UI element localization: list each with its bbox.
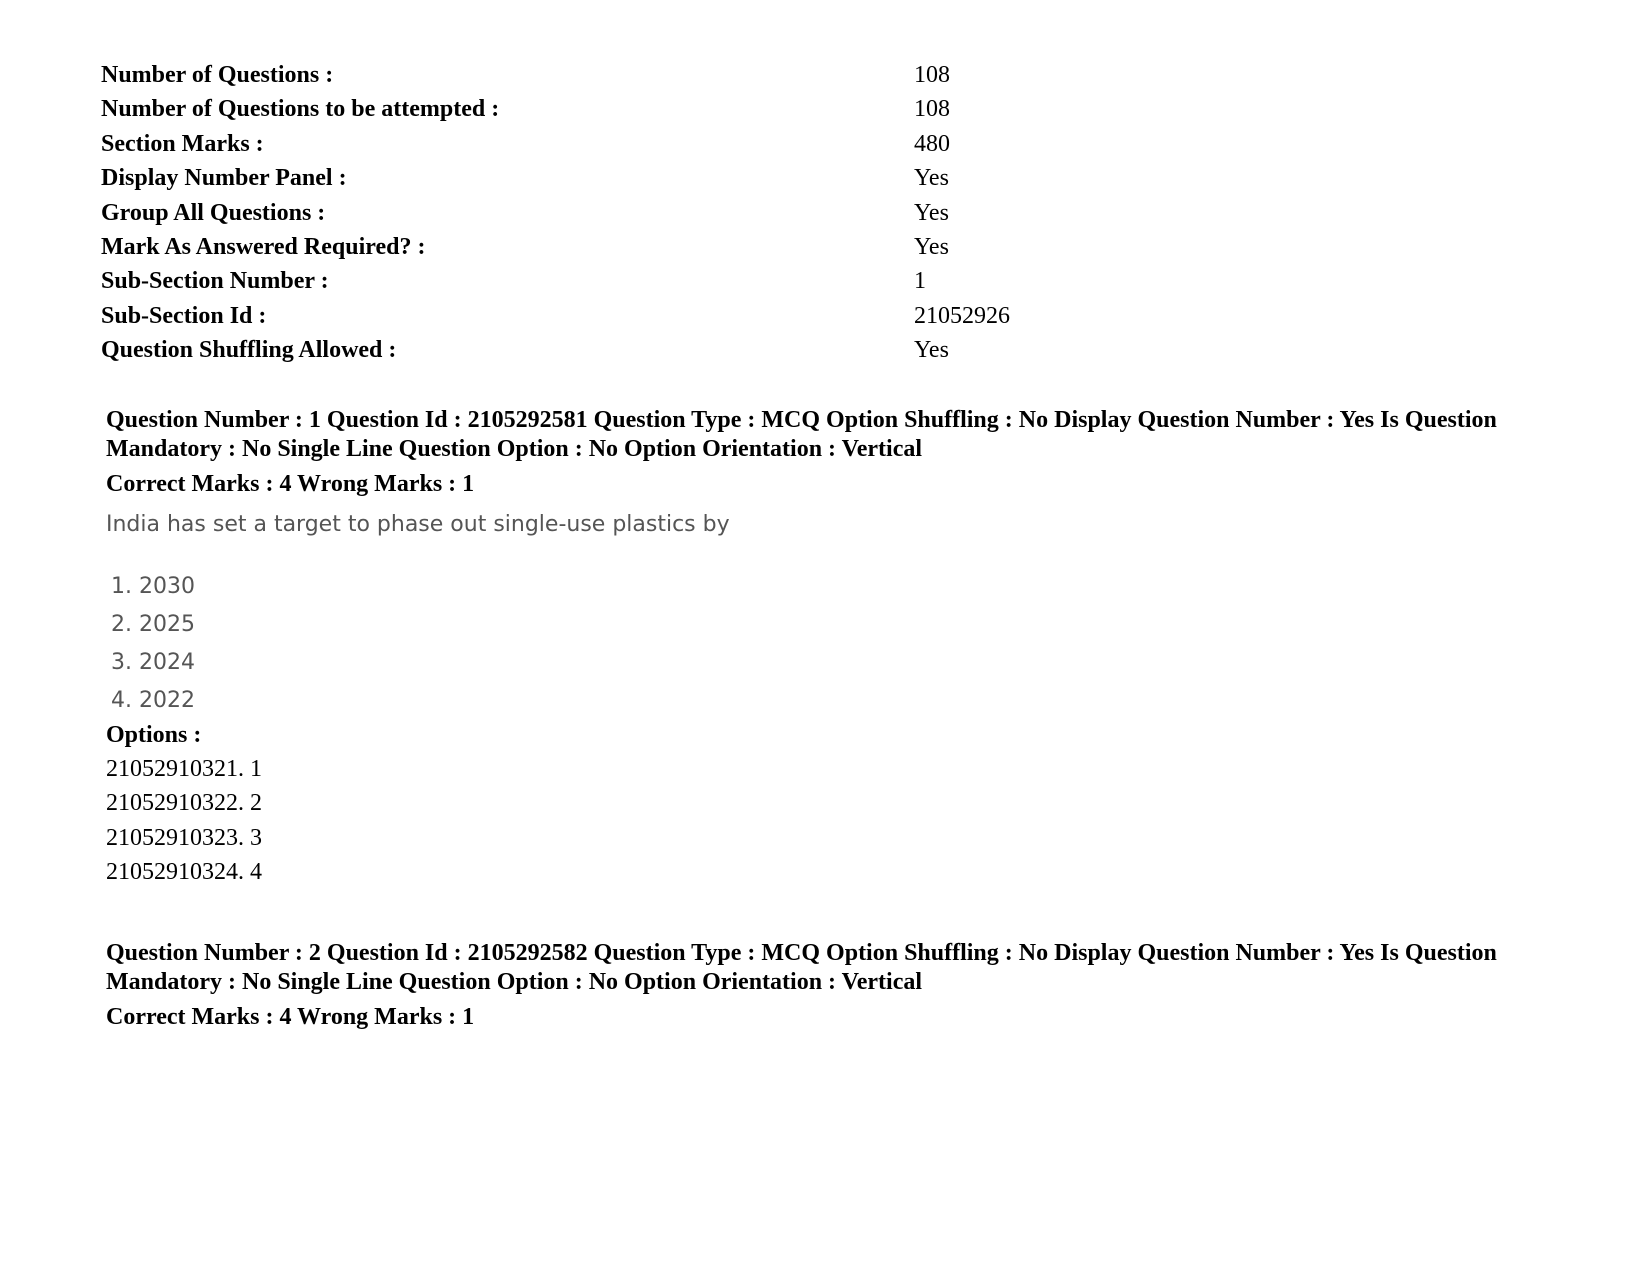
choice-item: 2. 2025	[111, 612, 195, 637]
info-value: 1	[914, 268, 926, 295]
info-row-questions-to-attempt	[101, 92, 1101, 126]
info-row-sub-section-id	[101, 299, 1101, 333]
info-value: Yes	[914, 199, 949, 226]
question-header: Question Number : 2 Question Id : 2105292582 Question Type : MCQ Option Shuffling : No Display Question Number : Yes Is Question Mandatory : No Single Line Question Option : No Option Orientation : Vertical	[106, 940, 1497, 995]
info-row-number-of-questions	[101, 58, 1101, 92]
info-value: Yes	[914, 165, 949, 192]
info-label: Question Shuffling Allowed :	[101, 337, 397, 364]
info-row-question-shuffling	[101, 333, 1101, 367]
question-block-2	[106, 939, 1566, 1032]
info-row-display-number-panel	[101, 161, 1101, 195]
option-id-item: 21052910323. 3	[106, 824, 262, 851]
info-row-section-marks	[101, 127, 1101, 161]
question-block-1	[106, 406, 1566, 891]
option-id-item: 21052910324. 4	[106, 858, 262, 885]
info-label: Number of Questions :	[101, 62, 334, 88]
option-id-item: 21052910321. 1	[106, 756, 262, 782]
option-id-list	[106, 754, 1566, 891]
info-label: Section Marks :	[101, 130, 264, 157]
info-label: Sub-Section Id :	[101, 302, 267, 329]
options-label: Options :	[106, 722, 202, 748]
info-value: Yes	[914, 337, 949, 364]
choice-item: 1. 2030	[111, 574, 195, 599]
question-marks: Correct Marks : 4 Wrong Marks : 1	[106, 471, 475, 497]
info-value: 108	[914, 96, 950, 123]
choice-item: 4. 2022	[111, 688, 195, 713]
info-value: 108	[914, 62, 950, 88]
info-label: Sub-Section Number :	[101, 268, 329, 295]
info-row-sub-section-number	[101, 264, 1101, 298]
info-label: Display Number Panel :	[101, 165, 347, 192]
option-id-item: 21052910322. 2	[106, 790, 262, 817]
info-row-mark-as-answered	[101, 230, 1101, 264]
info-label: Group All Questions :	[101, 199, 326, 226]
question-text: India has set a target to phase out single-use plastics by	[106, 512, 730, 537]
section-info-table	[101, 58, 1101, 368]
info-value: 21052926	[914, 302, 1010, 329]
info-label: Number of Questions to be attempted :	[101, 96, 500, 123]
info-label: Mark As Answered Required? :	[101, 233, 426, 260]
info-value: 480	[914, 130, 950, 157]
info-row-group-all-questions	[101, 196, 1101, 230]
question-choices	[106, 572, 1566, 724]
choice-item: 3. 2024	[111, 650, 195, 675]
question-marks: Correct Marks : 4 Wrong Marks : 1	[106, 1004, 475, 1030]
question-header: Question Number : 1 Question Id : 2105292581 Question Type : MCQ Option Shuffling : No Display Question Number : Yes Is Question Mandatory : No Single Line Question Option : No Option Orientation : Vertical	[106, 407, 1497, 462]
info-value: Yes	[914, 233, 949, 260]
